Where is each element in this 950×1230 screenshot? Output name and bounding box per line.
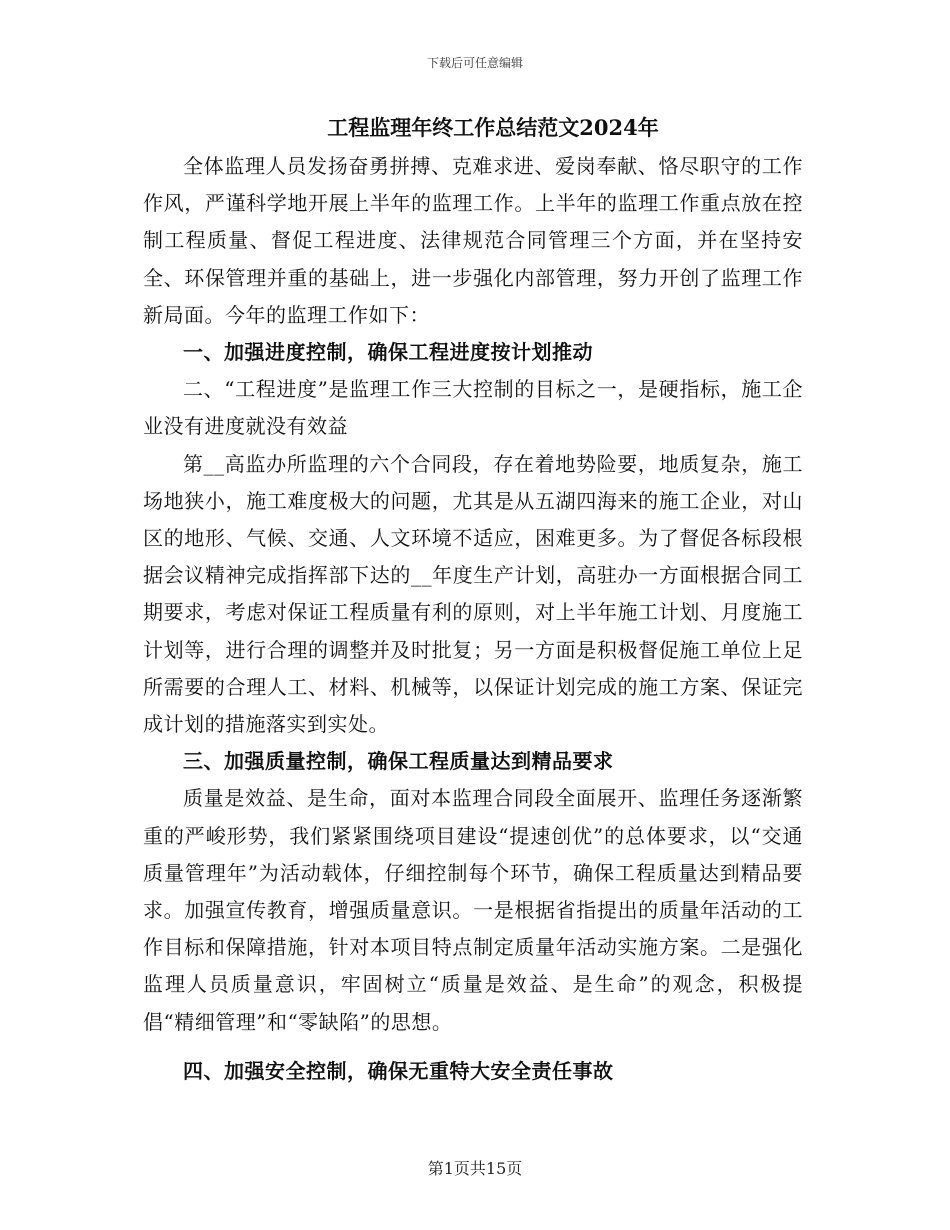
document-body — [143, 112, 803, 1090]
section-heading-progress: 一、加强进度控制，确保工程进度按计划推动 — [183, 340, 593, 365]
header-note: 下载后可任意编辑 — [426, 56, 523, 70]
paragraph-quality-detail: 质量是效益、是生命，面对本监理合同段全面展开、监理任务逐渐繁重的严峻形势，我们紧紧围绕项目建设“提速创优”的总体要求，以“交通质量管理年”为活动载体，仔细控制每个环节，确保工程质量达到精品要求。加强宣传教育，增强质量意识。一是根据省指提出的质量年活动的工作目标和保障措施，针对本项目特点制定质量年活动实施方案。二是强化监理人员质量意识，牢固树立“质量是效益、是生命”的观念，积极提倡“精细管理”和“零缺陷”的思想。 — [143, 786, 803, 1034]
page-footer: 第1页共15页 — [427, 1159, 523, 1178]
paragraph-progress-detail: 第__高监办所监理的六个合同段，存在着地势险要，地质复杂，施工场地狭小，施工难度极大的问题，尤其是从五湖四海来的施工企业，对山区的地形、气候、交通、人文环境不适应，困难更多。为了督促各标段根据会议精神完成指挥部下达的__年度生产计划，高驻办一方面根据合同工期要求，考虑对保证工程质量有利的原则，对上半年施工计划、月度施工计划等，进行合理的调整并及时批复；另一方面是积极督促施工单位上足所需要的合理人工、材料、机械等，以保证计划完成的施工方案、保证完成计划的措施落实到实处。 — [143, 451, 803, 737]
paragraph-progress-target: 二、“工程进度”是监理工作三大控制的目标之一，是硬指标，施工企业没有进度就没有效益 — [143, 377, 803, 439]
document-title: 工程监理年终工作总结范文2024年 — [327, 115, 659, 140]
paragraph-intro: 全体监理人员发扬奋勇拼搏、克难求进、爱岗奉献、恪尽职守的工作作风，严谨科学地开展上半年的监理工作。上半年的监理工作重点放在控制工程质量、督促工程进度、法律规范合同管理三个方面，并在坚持安全、环保管理并重的基础上，进一步强化内部管理，努力开创了监理工作新局面。今年的监理工作如下： — [143, 154, 803, 327]
section-heading-quality: 三、加强质量控制，确保工程质量达到精品要求 — [183, 749, 614, 774]
section-heading-safety: 四、加强安全控制，确保无重特大安全责任事故 — [183, 1058, 614, 1083]
